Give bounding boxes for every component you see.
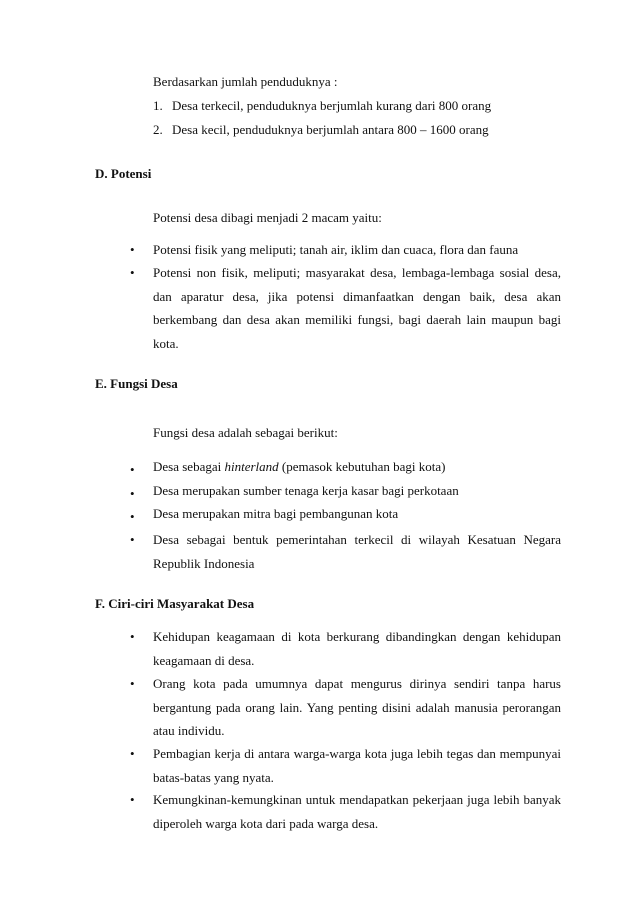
paragraph-line: Pembagian kerja di antara warga-warga kota juga lebih tegas dan mempunyai (153, 746, 561, 761)
paragraph-line: Kemungkinan-kemungkinan untuk mendapatkan pekerjaan juga lebih banyak (153, 792, 561, 807)
intro-lead: Berdasarkan jumlah penduduknya : (153, 74, 338, 89)
paragraph-line: Orang kota pada umumnya dapat mengurus dirinya sendiri tanpa harus (153, 676, 561, 691)
paragraph-line: diperoleh warga kota dari pada warga desa. (153, 815, 379, 831)
paragraph-line: dan aparatur desa, jika potensi dimanfaatkan dengan baik, desa akan (153, 288, 561, 304)
intro-item-text: Desa terkecil, penduduknya berjumlah kurang dari 800 orang (172, 98, 492, 113)
intro-item-text: Desa kecil, penduduknya berjumlah antara 800 – 1600 orang (172, 122, 489, 137)
text-span: (pemasok kebutuhan bagi kota) (278, 459, 446, 474)
paragraph-line: Republik Indonesia (153, 555, 255, 571)
paragraph-line: batas-batas yang nyata. (153, 769, 274, 785)
section-e-lead: Fungsi desa adalah sebagai berikut: (153, 425, 338, 440)
section-d-bullet-1 (153, 238, 561, 262)
intro-item-2 (153, 122, 561, 138)
paragraph-line: kota. (153, 335, 179, 351)
section-f-heading: F. Ciri-ciri Masyarakat Desa (95, 596, 255, 611)
bullet-icon: • (130, 629, 135, 644)
section-e-bullet-1 (153, 459, 445, 475)
intro-item-number: 2. (153, 122, 163, 137)
section-f-bullet-1 (153, 625, 561, 672)
section-e-bullet-2: Desa merupakan sumber tenaga kerja kasar bagi perkotaan (153, 483, 459, 498)
paragraph-line: bergantung pada orang lain. Yang penting disini adalah manusia perorangan (153, 699, 561, 715)
paragraph-line: Kehidupan keagamaan di kota berkurang dibandingkan dengan kehidupan (153, 629, 561, 644)
section-e-bullet-4 (153, 528, 561, 575)
bullet-icon: • (130, 532, 135, 547)
bullet-icon: • (130, 746, 135, 761)
intro-item-number: 1. (153, 98, 163, 113)
paragraph-line: Desa sebagai bentuk pemerintahan terkecil di wilayah Kesatuan Negara (153, 532, 561, 547)
bullet-icon: • (130, 792, 135, 807)
bullet-icon: • (130, 265, 135, 280)
intro-item-1 (153, 98, 561, 114)
section-d-heading: D. Potensi (95, 166, 152, 181)
bullet-icon: • (130, 242, 135, 257)
section-d-bullet-2 (153, 261, 561, 355)
section-e-heading: E. Fungsi Desa (95, 376, 178, 391)
italic-term: hinterland (224, 459, 279, 474)
paragraph-line: atau individu. (153, 723, 225, 738)
bullet-icon: • (130, 676, 135, 691)
section-e-bullet-3: Desa merupakan mitra bagi pembangunan kota (153, 506, 399, 521)
bullet-icon: • (130, 462, 135, 477)
section-d-lead: Potensi desa dibagi menjadi 2 macam yaitu: (153, 210, 382, 225)
paragraph-line: keagamaan di desa. (153, 652, 255, 668)
section-f-bullet-2 (153, 672, 561, 743)
paragraph-line: Potensi non fisik, meliputi; masyarakat desa, lembaga-lembaga sosial desa, (153, 265, 561, 280)
section-f-bullet-3 (153, 742, 561, 789)
section-f-bullet-4 (153, 788, 561, 835)
paragraph-line: berkembang dan desa akan memiliki fungsi, bagi daerah lain maupun bagi (153, 312, 561, 327)
bullet-icon: • (130, 486, 135, 501)
paragraph-line: Potensi fisik yang meliputi; tanah air, iklim dan cuaca, flora dan fauna (153, 242, 519, 257)
bullet-icon: • (130, 509, 135, 524)
text-span: Desa sebagai (153, 459, 225, 474)
